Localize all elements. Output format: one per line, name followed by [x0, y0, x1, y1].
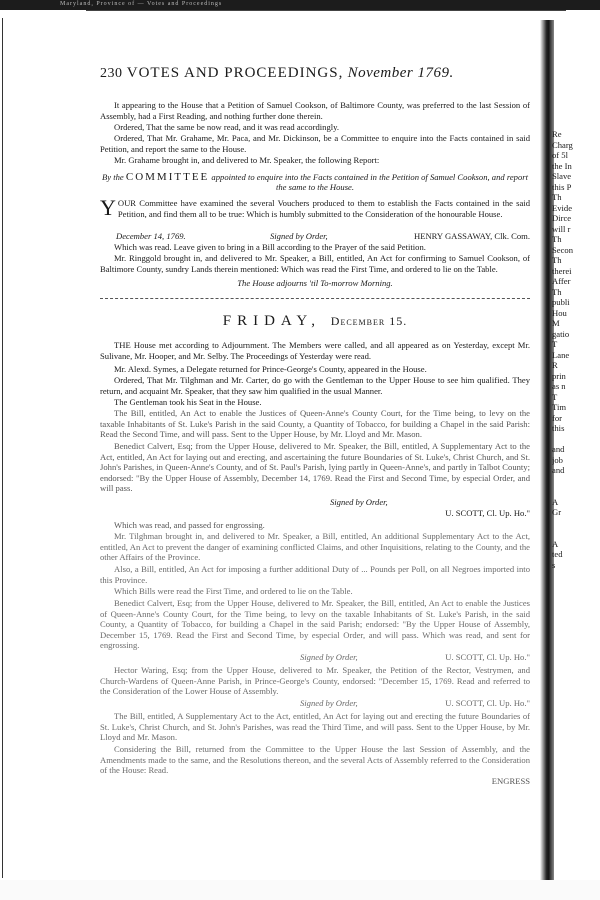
report-text: OUR Committee have examined the several Vouchers produced to them to establish the Facts contained in the said Petition, and find them all to be true: Which is humbly submitted to the Consideration of the honourable House. — [117, 198, 530, 219]
signed-by-order-2: Signed by Order, — [300, 652, 358, 662]
facing-page-line — [552, 119, 600, 130]
facing-page-line: publi — [552, 297, 570, 307]
passed-engrossing-paragraph: Which was read, and passed for engrossing. — [114, 520, 265, 530]
committee-rest: appointed to enquire into the Facts contained in the Petition of Samuel Cookson, and report the same to the House. — [211, 172, 528, 192]
qualified-paragraph: Ordered, That Mr. Tilghman and Mr. Carter, do go with the Gentleman to the Upper House to see him qualified. They return, and acquaint Mr. Speaker, that they saw him qualified in the usual Manner. — [100, 375, 530, 396]
adjourn-line: The House adjourns 'til To-morrow Morning. — [237, 278, 393, 288]
chapel-bill-paragraph: The Bill, entitled, An Act to enable the Justices of Queen-Anne's County Court, for the Time being, to levy on the taxable Inhabitants of St. Luke's Parish in the said County, a Quantity of Tobacco, for building a Chapel in the said Parish: Read the Second Time, and will pass. Sent to the Upper House, by Mr. Lloyd and Mr. Mason. — [100, 408, 530, 439]
page-title: VOTES AND PROCEEDINGS, — [126, 65, 344, 81]
facing-page-line: will r — [552, 223, 571, 234]
tilghman-bill-paragraph: Mr. Tilghman brought in, and delivered to Mr. Speaker, a Bill, entitled, An additional Supplementary Act to the Act, entitled, An Act to prevent the danger of examining conflicted Claims, and other Inquisitions, relating to the County, and the other Affairs of the Province. — [100, 531, 530, 562]
facing-page-line: gatio — [552, 328, 570, 339]
signed-by-order: Signed by Order, — [270, 231, 328, 241]
left-scan-edge — [2, 18, 3, 878]
facing-page-line: Tim — [552, 402, 567, 412]
facing-page-line: Evide — [552, 202, 573, 213]
facing-page-line: R — [552, 360, 558, 370]
considering-bill-paragraph: Considering the Bill, returned from the Committee to the Upper House the last Session of Assembly, and the Amendments made to the same, and the Resolutions thereon, and the several Acts of Assembly referred to the Consideration of the House: Read. — [100, 744, 530, 775]
delegate-returned-paragraph: Mr. Alexd. Symes, a Delegate returned for Prince-George's County, appeared in the House. — [114, 364, 427, 374]
clerk-scott-1: U. SCOTT, Cl. Up. Ho." — [445, 508, 530, 518]
leave-given-paragraph: Which was read. Leave given to bring in a Bill according to the Prayer of the said Petition. — [114, 242, 426, 252]
facing-page-line: as n — [552, 381, 566, 391]
strip-text: Maryland, Province of — Votes and Proceedings — [60, 1, 223, 7]
running-head — [100, 65, 530, 88]
first-time-paragraph: Which Bills were read the First Time, and ordered to lie on the Table. — [114, 586, 353, 596]
page-number: 230 — [100, 66, 123, 81]
waring-petition-paragraph: Hector Waring, Esq; from the Upper House, delivered to Mr. Speaker, the Petition of the Rector, Vestrymen, and Church-Wardens of Queen-Anne Parish, in Prince-George's County, endorsed: "December 15, 1769. Read and referred to the Consideration of the Lower House of Assembly. — [100, 665, 530, 696]
facing-page-line: M — [552, 318, 560, 328]
clerk-scott-3: U. SCOTT, Cl. Up. Ho." — [445, 698, 530, 708]
signed-by-order-1: Signed by Order, — [330, 497, 388, 507]
ringgold-bill-paragraph: Mr. Ringgold brought in, and delivered to Mr. Speaker, a Bill, entitled, An Act for confirming to Samuel Cookson, of Baltimore County, sundry Lands therein mentioned: Which was read the First Time, and ordered to lie on the Table. — [100, 253, 530, 274]
section-divider — [100, 298, 530, 299]
clerk-name: HENRY GASSAWAY, Clk. Com. — [414, 231, 530, 241]
report-intro-paragraph: Mr. Grahame brought in, and delivered to Mr. Speaker, the following Report: — [114, 155, 380, 165]
facing-page-line: Slave — [552, 171, 572, 181]
ordered-read-paragraph: Ordered, That the same be now read, and it was read accordingly. — [114, 122, 340, 132]
facing-page-line — [552, 108, 600, 119]
facing-page-line: prin — [552, 370, 566, 381]
supplementary-act-paragraph: Benedict Calvert, Esq; from the Upper House, delivered to Mr. Speaker, the Bill, entitled, A Supplementary Act to the Act, entitled, An Act for laying out and erecting, and ascertaining the future Boundaries of St. Luke's, Christ Church, and St. John's Parishes, in Queen-Anne's County, and of St. Paul's Parish, lying partly in Queen-Anne's, and partly in Talbot County; endorsed: "By the Upper House of Assembly, December 14, 1769. Read the First and Second Time, by especial Order, and will pass. — [100, 441, 530, 493]
drop-cap: Y — [100, 195, 116, 220]
facing-page-line — [552, 486, 600, 497]
facing-page-line: job — [552, 454, 563, 465]
facing-page-line: Gr — [552, 507, 562, 517]
bottom-margin — [0, 880, 600, 900]
page-top-frame — [86, 10, 566, 51]
book-page — [100, 65, 530, 868]
catchword: ENGRESS — [491, 776, 530, 786]
scan-top-strip — [0, 0, 600, 10]
facing-page-line — [552, 518, 600, 529]
facing-page-line — [552, 476, 600, 487]
facing-page-line: of 5l — [552, 150, 568, 160]
facing-page-line — [552, 528, 600, 539]
facing-page-line: Re — [552, 129, 562, 139]
facing-page-line: Charg — [552, 139, 573, 150]
committee-caps: COMMITTEE — [125, 171, 210, 183]
signed-by-order-3: Signed by Order, — [300, 698, 358, 708]
committee-report-body — [100, 195, 530, 220]
petition-paragraph: It appearing to the House that a Petition of Samuel Cookson, of Baltimore County, was preferred to the last Session of Assembly, had a First Reading, and nothing further done therein. — [100, 100, 530, 121]
facing-page-line: for — [552, 412, 563, 423]
facing-page-line: and — [552, 465, 565, 475]
house-met-paragraph: THE House met according to Adjournment. The Members were called, and all appeared as on Yesterday, except Mr. Sulivane, Mr. Hooper, and Mr. Selby. The Proceedings of Yesterday were read. — [100, 340, 530, 361]
facing-page-line: the In — [552, 160, 572, 171]
facing-page-line: T — [552, 391, 558, 402]
committee-prefix: By the — [102, 172, 124, 182]
facing-page-line: Th — [552, 286, 562, 297]
committee-ordered-paragraph: Ordered, That Mr. Grahame, Mr. Paca, and Mr. Dickinson, be a Committee to enquire into the Facts contained in said Petition, and report the same to the House. — [100, 133, 530, 154]
facing-page-line: Secon — [552, 244, 574, 255]
facing-page-line: this P — [552, 181, 572, 192]
facing-page-line: Th — [552, 234, 562, 244]
facing-page-line: therei — [552, 265, 572, 276]
facing-page-fragment — [552, 108, 600, 888]
facing-page-line: A — [552, 496, 559, 507]
facing-page-line: Dirce — [552, 213, 572, 223]
negro-duty-bill-paragraph: Also, a Bill, entitled, An Act for imposing a further additional Duty of ... Pounds per Poll, on all Negroes imported into this Province. — [100, 564, 530, 585]
report-date: December 14, 1769. — [116, 231, 186, 241]
friday-heading — [100, 313, 530, 329]
facing-page-line: Hou — [552, 307, 567, 318]
clerk-scott-2: U. SCOTT, Cl. Up. Ho." — [445, 652, 530, 662]
committee-heading — [100, 172, 530, 192]
facing-page-line: s — [552, 559, 556, 570]
facing-page-line: ted — [552, 549, 563, 559]
header-date: November 1769. — [347, 65, 454, 81]
facing-page-line: T — [552, 339, 558, 349]
facing-page-line: Lane — [552, 349, 570, 360]
took-seat-paragraph: The Gentleman took his Seat in the House. — [114, 397, 262, 407]
facing-page-line: Th — [552, 255, 562, 265]
facing-page-line: Affer — [552, 276, 571, 286]
facing-page-line: this — [552, 423, 565, 433]
facing-page-line — [552, 434, 600, 445]
facing-page-line: and — [552, 444, 565, 454]
calvert-chapel-bill-paragraph: Benedict Calvert, Esq; from the Upper House, delivered to Mr. Speaker, the Bill, entitled, An Act to enable the Justices of Queen-Anne's County Court, for the Time being, to levy on the taxable Inhabitants of St. Luke's Parish, in the said County, a Quantity of Tobacco, for building a Chapel in the said Parish; endorsed: "By the Upper House of Assembly, December 15, 1769. Read the First and Second Time, by especial Order, and will pass. Which was read, and sent for engrossing. — [100, 598, 530, 650]
day-name: FRIDAY, — [222, 313, 322, 329]
facing-page-line: A — [552, 538, 559, 549]
day-date: December 15. — [330, 314, 408, 328]
third-reading-paragraph: The Bill, entitled, A Supplementary Act to the Act, entitled, An Act for laying out and erecting the future Boundaries of St. Luke's, Christ Church, and St. John's Parishes, was read the Third Time, and will pass. Sent to the Upper House, by Mr. Lloyd and Mr. Mason. — [100, 711, 530, 742]
facing-page-line: Th — [552, 192, 562, 202]
